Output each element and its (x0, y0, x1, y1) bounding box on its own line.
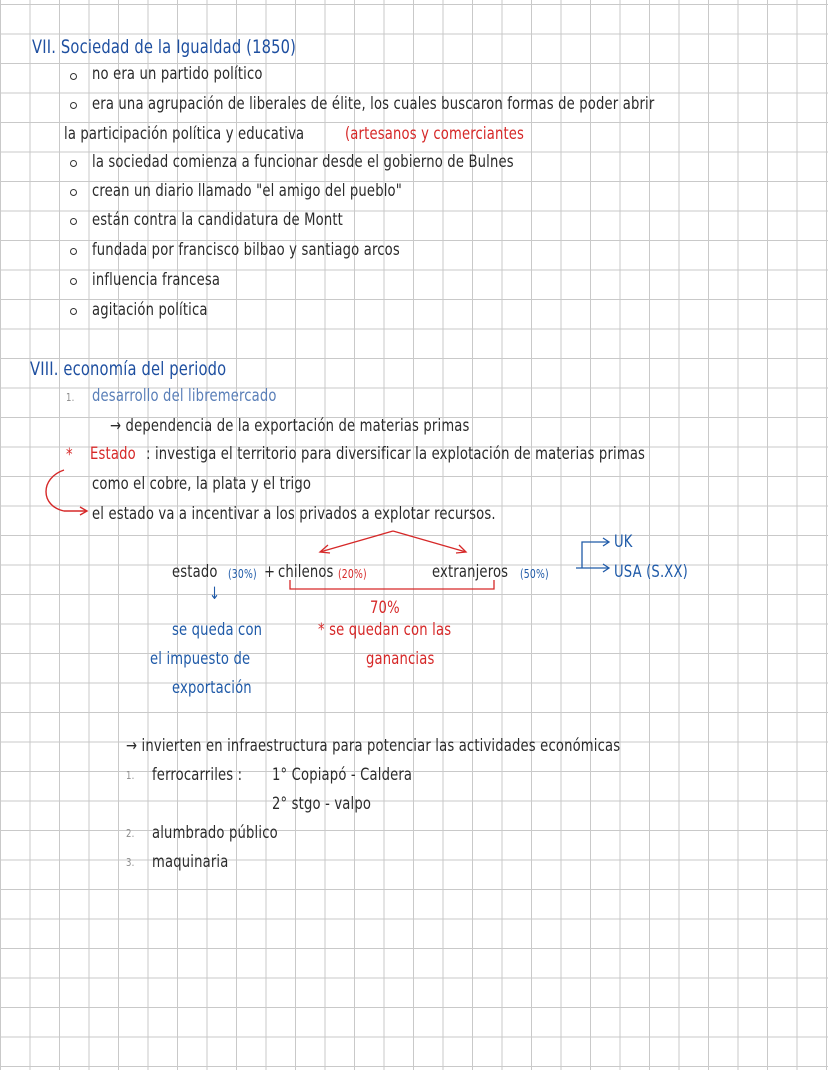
bullet-text: no era un partido político (92, 64, 263, 84)
bullet-text: crean un diario llamado "el amigo del pueblo" (92, 181, 402, 201)
uk-node: UK (614, 532, 633, 552)
bullet-text: influencia francesa (92, 270, 221, 290)
bullet-text: están contra la candidatura de Montt (92, 210, 344, 230)
railway-2: 2° stgo - valpo (272, 794, 372, 814)
bracket (290, 580, 494, 589)
dependency-line: → dependencia de la exportación de materias primas (110, 416, 470, 436)
plus-sign: + (264, 562, 276, 582)
machinery-item: maquinaria (152, 852, 229, 872)
percent-70: 70% (370, 598, 400, 618)
estado-percent: (30%) (228, 567, 257, 581)
estado-continuation: como el cobre, la plata y el trigo (92, 474, 312, 494)
bullet-text: fundada por francisco bilbao y santiago arcos (92, 240, 400, 260)
list-number: 3. (126, 856, 135, 869)
extranjeros-node: extranjeros (432, 562, 509, 582)
estado-label: Estado (90, 444, 136, 464)
bullet-text: era una agrupación de liberales de élite, los cuales buscaron formas de poder abrir (92, 94, 655, 114)
right-note-line: ganancias (366, 649, 435, 669)
list-number: 1. (126, 769, 135, 782)
chilenos-node: chilenos (278, 562, 334, 582)
left-note-line: se queda con (172, 620, 263, 640)
bullet-text: agitación política (92, 300, 208, 320)
section-7-title: VII. Sociedad de la Igualdad (1850) (32, 36, 297, 58)
split-arrow-right (393, 531, 466, 552)
extranjeros-percent: (50%) (520, 567, 549, 581)
red-note: (artesanos y comerciantes (345, 124, 525, 144)
list-number: 1. (66, 391, 75, 404)
infrastructure-line: → invierten en infraestructura para potenciar las actividades económicas (126, 736, 621, 756)
chilenos-percent: (20%) (338, 567, 367, 581)
split-arrow-left (320, 531, 393, 552)
left-note-line: el impuesto de (150, 649, 251, 669)
section-8-title: VIII. economía del periodo (30, 358, 227, 380)
bullet-text: la sociedad comienza a funcionar desde el gobierno de Bulnes (92, 152, 514, 172)
list-number: 2. (126, 827, 135, 840)
railways-label: ferrocarriles : (152, 765, 243, 785)
down-arrow-icon: ↓ (209, 584, 221, 604)
estado-text: : investiga el territorio para diversificar la explotación de materias primas (146, 444, 646, 464)
right-note-line: * se quedan con las (318, 620, 452, 640)
usa-node: USA (S.XX) (614, 562, 688, 582)
left-note-line: exportación (172, 678, 252, 698)
subheading: desarrollo del libremercado (92, 386, 277, 406)
estado-node: estado (172, 562, 218, 582)
bullet-text-continuation: la participación política y educativa (64, 124, 305, 144)
railway-1: 1° Copiapó - Caldera (272, 765, 413, 785)
star-icon: * (66, 445, 73, 465)
curved-arrow (46, 470, 86, 511)
lighting-item: alumbrado público (152, 823, 278, 843)
incentive-line: el estado va a incentivar a los privados a explotar recursos. (92, 504, 496, 524)
